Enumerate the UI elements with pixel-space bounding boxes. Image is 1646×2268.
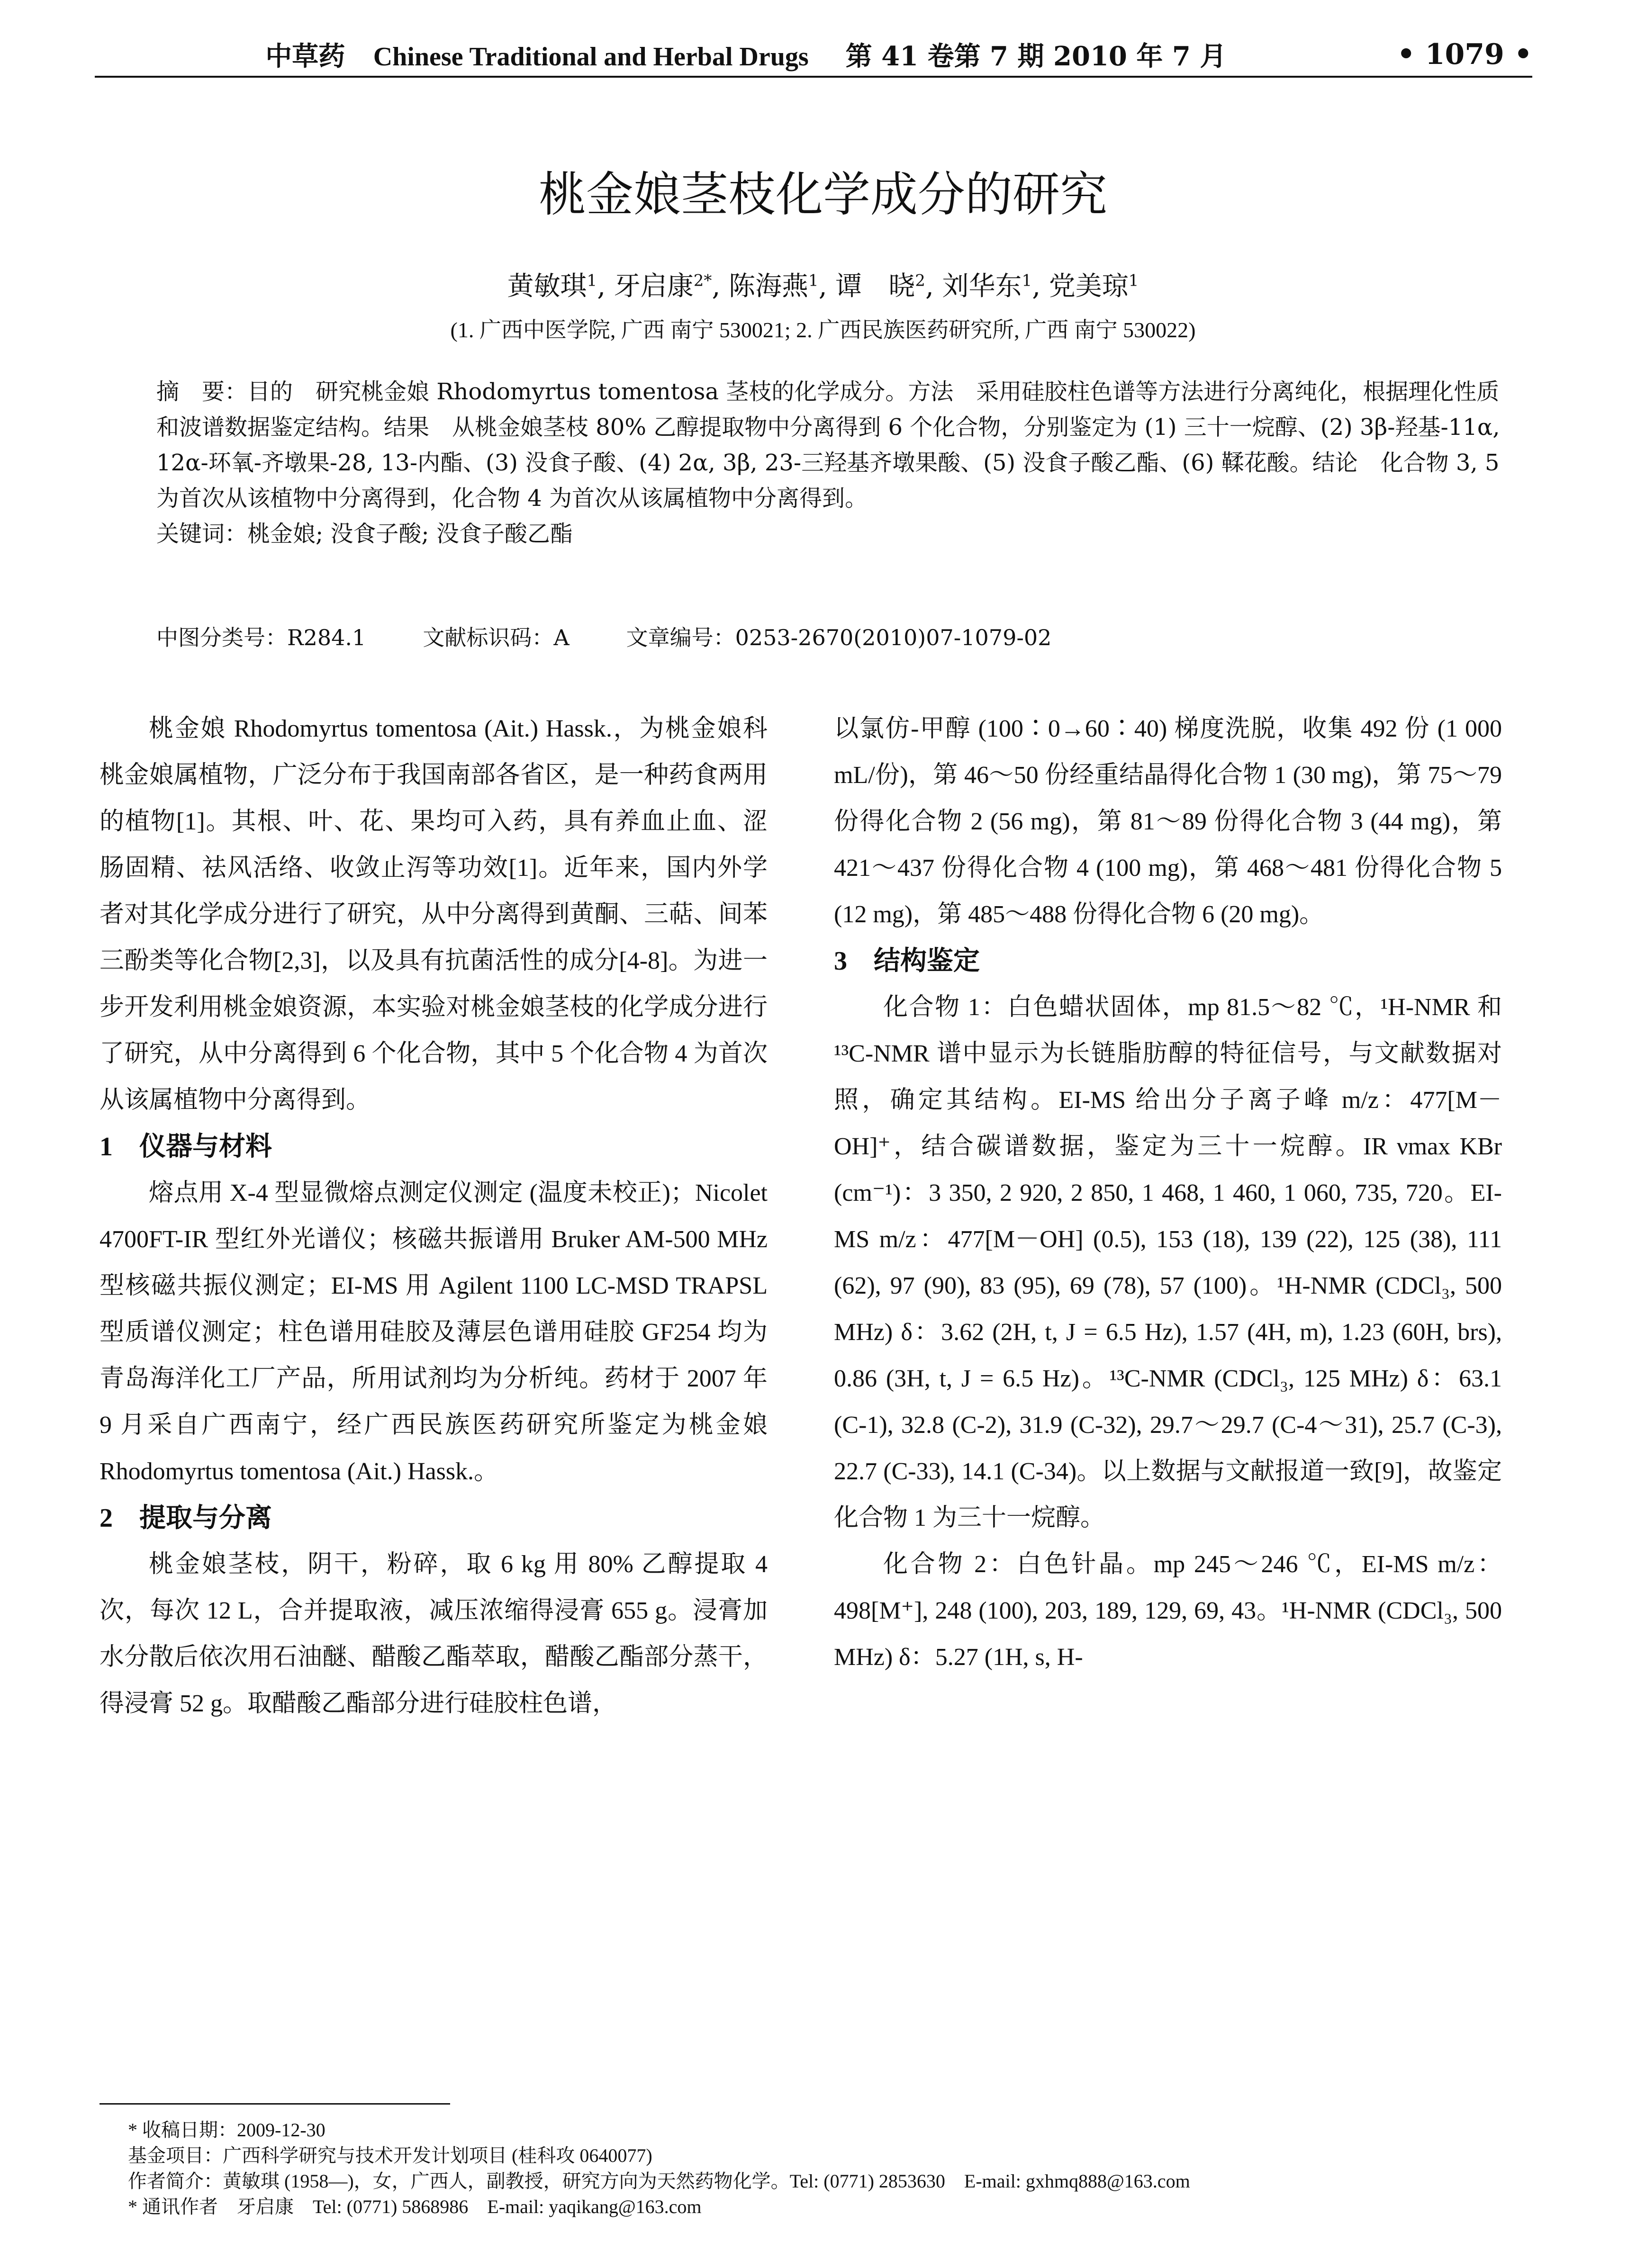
footnote: 基金项目：广西科学研究与技术开发计划项目 (桂科攻 0640077) <box>128 2145 652 2166</box>
affiliation: (1. 广西中医学院, 广西 南宁 530021; 2. 广西民族医药研究所, 广西 南宁 530022) <box>450 318 1196 342</box>
section-heading: 1 仪器与材料 <box>99 1132 272 1161</box>
intro-paragraph: 桃金娘 Rhodomyrtus tomentosa (Ait.) Hassk.，为桃金娘科桃金娘属植物，广泛分布于我国南部各省区，是一种药食两用的植物[1]。其根、叶、花、果均可入药，具有养血止血、涩肠固精、祛风活络、收敛止泻等功效[1]。近年来，国内外学者对其化学成分进行了研究，从中分离得到黄酮、三萜、间苯三酚类等化合物[2,3]，以及具有抗菌活性的成分[4-8]。为进一步开发利用桃金娘资源，本实验对桃金娘茎枝的化学成分进行了研究，从中分离得到 6 个化合物，其中 5 个化合物 4 为首次从该属植物中分离得到。 <box>99 715 768 1114</box>
body-column-right <box>834 706 1502 1681</box>
body-paragraph: 化合物 1：白色蜡状固体，mp 81.5～82 ℃，¹H-NMR 和 ¹³C-NMR 谱中显示为长链脂肪醇的特征信号，与文献数据对照，确定其结构。EI-MS 给出分子离子峰 m/z：477[M－OH]⁺，结合碳谱数据，鉴定为三十一烷醇。IR νmax KBr (cm⁻¹)：3 350, 2 920, 2 850, 1 468, 1 460, 1 060, 735, 720。EI-MS m/z：477[M－OH] (0.5), 153 (18), 139 (22), 125 (38), 111 (62), 97 (90), 83 (95), 69 (78), 57 (100)。¹H-NMR (CDCl₃, 500 MHz) δ：3.62 (2H, t, J = 6.5 Hz), 1.57 (4H, m), 1.23 (60H, brs), 0.86 (3H, t, J = 6.5 Hz)。¹³C-NMR (CDCl₃, 125 MHz) δ：63.1 (C-1), 32.8 (C-2), 31.9 (C-32), 29.7～29.7 (C-4～31), 25.7 (C-3), 22.7 (C-33), 14.1 (C-34)。以上数据与文献报道一致[9]，故鉴定化合物 1 为三十一烷醇。 <box>834 994 1502 1531</box>
author-mark: 1 <box>808 271 819 290</box>
issue-info: 第 41 卷第 7 期 2010 年 7 月 <box>845 41 1227 72</box>
footnote: 作者简介：黄敏琪 (1958—)，女，广西人，副教授，研究方向为天然药物化学。Tel: (0771) 2853630 E-mail: gxhmq888@163.com <box>128 2170 1190 2192</box>
header-rule <box>95 76 1532 78</box>
footnotes <box>128 2117 1455 2220</box>
author-mark: 1 <box>1128 271 1139 290</box>
author: 黄敏琪 <box>507 271 587 302</box>
journal-cn: 中草药 <box>265 41 345 72</box>
body-paragraph: 化合物 2：白色针晶。mp 245～246 ℃，EI-MS m/z：498[M⁺], 248 (100), 203, 189, 129, 69, 43。¹H-NMR (CDCl₃, 500 MHz) δ：5.27 (1H, s, H- <box>834 1551 1502 1671</box>
clc-number: 中图分类号：R284.1 <box>156 625 366 650</box>
section-heading: 3 结构鉴定 <box>834 946 980 976</box>
footnote: * 通讯作者 牙启康 Tel: (0771) 5868986 E-mail: yaqikang@163.com <box>128 2196 702 2217</box>
body-paragraph: 熔点用 X-4 型显微熔点测定仪测定 (温度未校正)；Nicolet 4700FT-IR 型红外光谱仪；核磁共振谱用 Bruker AM-500 MHz 型核磁共振仪测定；EI-MS 用 Agilent 1100 LC-MSD TRAPSL 型质谱仪测定；柱色谱用硅胶及薄层色谱用硅胶 GF254 均为青岛海洋化工厂产品，所用试剂均为分析纯。药材于 2007 年 9 月采自广西南宁，经广西民族医药研究所鉴定为桃金娘 Rhodomyrtus tomentosa (Ait.) Hassk.。 <box>99 1179 768 1485</box>
body-column-left <box>99 706 768 1727</box>
article-id: 文章编号：0253-2670(2010)07-1079-02 <box>626 625 1052 650</box>
classification-info <box>156 621 1504 652</box>
keywords: 关键词：桃金娘; 没食子酸; 没食子酸乙酯 <box>156 521 573 547</box>
journal-line <box>95 36 1397 73</box>
author-mark: 1 <box>587 271 597 290</box>
author-list: 黄敏琪$^1$, 牙启康$^{2*}$, 陈海燕$^1$, 谭 晓$^2$, 刘华东$^1$, 党美琼$^1$ <box>507 271 1139 302</box>
author: 谭 晓 <box>835 271 915 302</box>
article-title: 桃金娘茎枝化学成分的研究 <box>539 167 1107 222</box>
section-heading: 2 提取与分离 <box>99 1503 272 1533</box>
abstract-block <box>156 374 1504 552</box>
author-mark: 2 <box>915 271 925 290</box>
abstract-text: 摘 要：目的 研究桃金娘 Rhodomyrtus tomentosa 茎枝的化学成分。方法 采用硅胶柱色谱等方法进行分离纯化，根据理化性质和波谱数据鉴定结构。结果 从桃金娘茎枝 80% 乙醇提取物中分离得到 6 个化合物，分别鉴定为 (1) 三十一烷醇、(2) 3β-羟基-11α, 12α-环氧-齐墩果-28, 13-内酯、(3) 没食子酸、(4) 2α, 3β, 23-三羟基齐墩果酸、(5) 没食子酸乙酯、(6) 鞣花酸。结论 化合物 3, 5 为首次从该植物中分离得到，化合物 4 为首次从该属植物中分离得到。 <box>156 378 1500 512</box>
footnote: * 收稿日期：2009-12-30 <box>128 2119 326 2141</box>
page-number: • 1079 • <box>1397 38 1532 71</box>
author: 党美琼 <box>1049 271 1129 302</box>
running-header <box>95 28 1532 81</box>
footnote-rule <box>99 2103 450 2105</box>
author-mark: 2* <box>693 271 712 290</box>
body-paragraph: 以氯仿-甲醇 (100∶0→60∶40) 梯度洗脱，收集 492 份 (1 000 mL/份)，第 46～50 份经重结晶得化合物 1 (30 mg)，第 75～79 份得化合物 2 (56 mg)，第 81～89 份得化合物 3 (44 mg)，第 421～437 份得化合物 4 (100 mg)，第 468～481 份得化合物 5 (12 mg)，第 485～488 份得化合物 6 (20 mg)。 <box>834 715 1502 928</box>
author: 陈海燕 <box>729 271 809 302</box>
author: 刘华东 <box>942 271 1022 302</box>
author-mark: 1 <box>1022 271 1032 290</box>
body-paragraph: 桃金娘茎枝，阴干，粉碎，取 6 kg 用 80% 乙醇提取 4 次，每次 12 L，合并提取液，减压浓缩得浸膏 655 g。浸膏加水分散后依次用石油醚、醋酸乙酯萃取，醋酸乙酯部分蒸干，得浸膏 52 g。取醋酸乙酯部分进行硅胶柱色谱， <box>99 1551 768 1717</box>
author: 牙启康 <box>614 271 694 302</box>
document-code: 文献标识码：A <box>423 625 570 650</box>
journal-en: Chinese Traditional and Herbal Drugs <box>373 42 809 72</box>
